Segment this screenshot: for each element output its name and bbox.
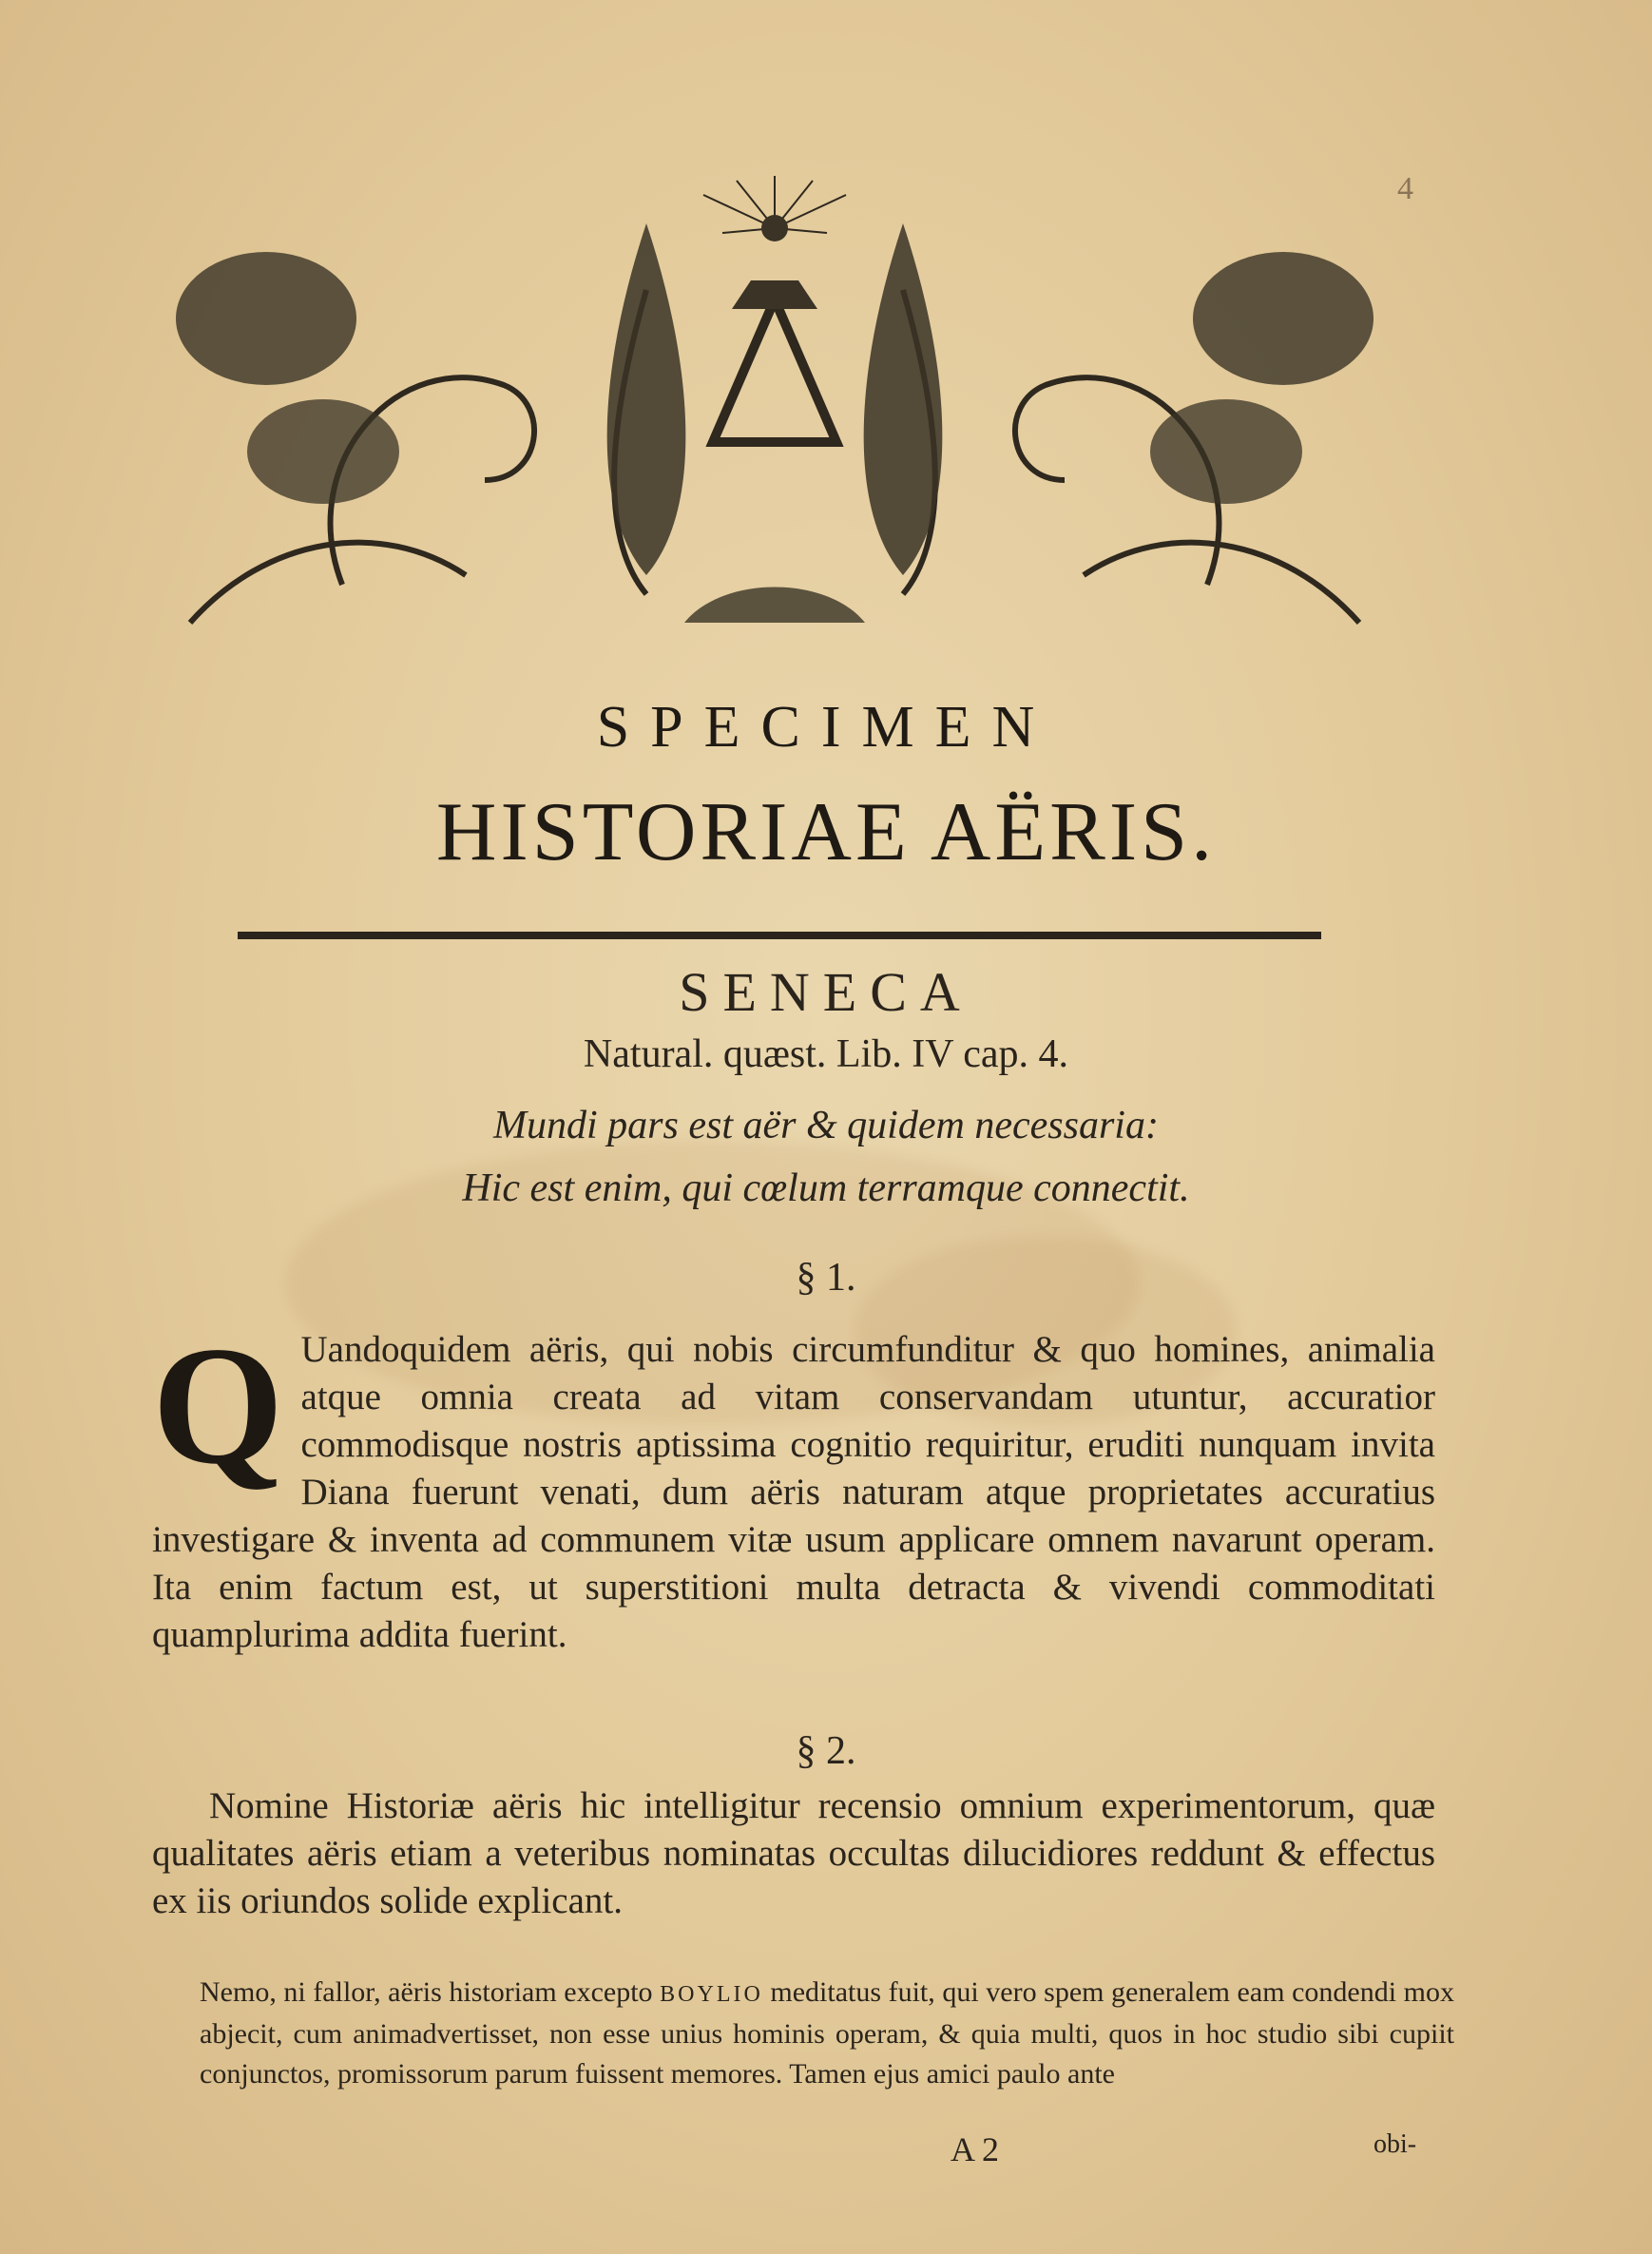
headpiece-ornament bbox=[152, 176, 1397, 632]
title-historiae-aeris: HISTORIAE AËRIS. bbox=[435, 786, 1217, 878]
catchword: obi- bbox=[1373, 2129, 1417, 2159]
title-rule bbox=[238, 932, 1321, 939]
signature-mark: A 2 bbox=[951, 2130, 1000, 2168]
corner-mark: 4 bbox=[1397, 171, 1413, 206]
footnote-text-after: meditatus fuit, qui vero spem generalem eam condendi mox abjecit, cum animadvertisset, non esse unius hominis operam, & quia multi, quos in hoc studio sibi cupiit conjunctos, promissorum parum fuissent memores. Tamen ejus amici paulo ante bbox=[200, 1976, 1454, 2090]
section-2-heading: § 2. bbox=[796, 1729, 856, 1773]
section-2-paragraph: Nomine Historiæ aëris hic intelligitur recensio omnium experimentorum, quæ qualitates aëris etiam a veteribus nominatas occultas dilucidiores reddunt & effectus ex iis oriundos solide explicant. bbox=[152, 1785, 1435, 1921]
drop-cap: Q bbox=[152, 1311, 284, 1499]
section-1-heading: § 1. bbox=[796, 1256, 856, 1300]
section-1-text: Uandoquidem aëris, qui nobis circumfunditur & quo homines, animalia atque omnia creata ad vitam conservandam utuntur, accuratior commodisque nostris aptissima cognitio requiritur, eruditi nunquam invita Diana fuerunt venati, dum aëris naturam atque proprietates accuratius investigare & inventa ad communem vitæ usum applicare omnem navarunt operam. Ita enim factum est, ut superstitioni multa detracta & vivendi commoditati quamplurima addita fuerint. bbox=[152, 1329, 1435, 1655]
epigraph-line-2: Hic est enim, qui cœlum terramque connectit. bbox=[462, 1166, 1190, 1210]
epigraph-author: SENECA bbox=[679, 961, 973, 1023]
footnote-text-before: Nemo, ni fallor, aëris historiam excepto bbox=[200, 1976, 661, 2008]
epigraph-line-1: Mundi pars est aër & quidem necessaria: bbox=[493, 1104, 1159, 1147]
footnote-name: BOYLIO bbox=[660, 1982, 763, 2007]
title-specimen: SPECIMEN bbox=[596, 695, 1056, 760]
footnote bbox=[200, 1973, 1454, 2094]
section-1-paragraph bbox=[152, 1311, 1435, 1659]
epigraph-reference: Natural. quæst. Lib. IV cap. 4. bbox=[583, 1032, 1069, 1076]
